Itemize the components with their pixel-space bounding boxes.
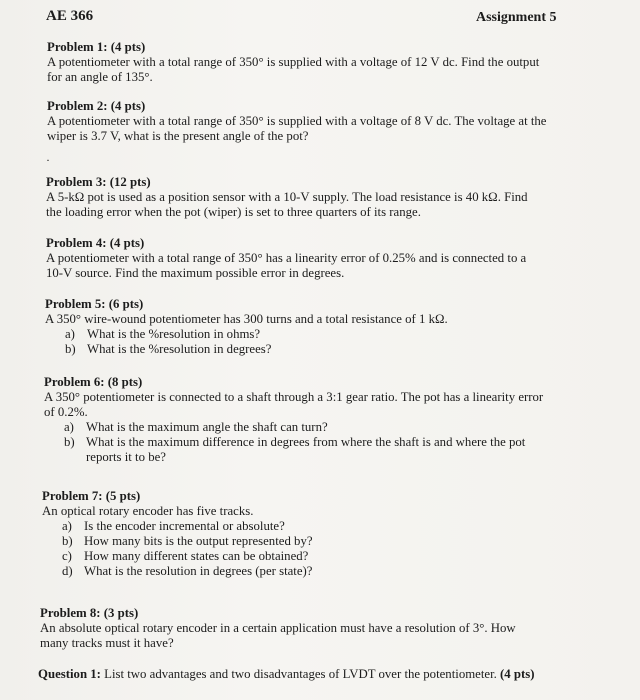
sub-question-text: What is the resolution in degrees (per state)?: [84, 564, 313, 578]
sub-question: [64, 420, 543, 435]
problem-title: Problem 1: (4 pts): [47, 40, 146, 54]
problem-text-line: A 5-kΩ pot is used as a position sensor with a 10-V supply. The load resistance is 40 kΩ. Find: [46, 190, 528, 204]
problem-text-line: of 0.2%.: [44, 405, 88, 419]
stray-mark: ·: [46, 153, 50, 167]
course-code: AE 366: [46, 8, 94, 24]
problem-title: Problem 8: (3 pts): [40, 606, 139, 620]
sub-question-label: b): [62, 534, 73, 548]
sub-question-list: [42, 519, 313, 579]
question-points: (4 pts): [500, 667, 535, 681]
problem-text-line: A 350° potentiometer is connected to a shaft through a 3:1 gear ratio. The pot has a linearity error: [44, 390, 544, 404]
sub-question-text: What is the %resolution in ohms?: [87, 327, 261, 341]
sub-question-label: d): [62, 564, 73, 578]
sub-question: [62, 549, 313, 564]
problem-text-line: A potentiometer with a total range of 350° is supplied with a voltage of 12 V dc. Find the output: [47, 55, 540, 69]
problem-text-line: 10-V source. Find the maximum possible error in degrees.: [46, 266, 345, 280]
sub-question: [62, 519, 313, 534]
sub-question: [62, 564, 313, 579]
sub-question-list: [45, 327, 448, 357]
sub-question: [65, 342, 448, 357]
problem-text-line: for an angle of 135°.: [47, 70, 153, 84]
sub-question-label: a): [65, 327, 75, 341]
problem-title: Problem 6: (8 pts): [44, 375, 143, 389]
problem-text-line: A potentiometer with a total range of 350° is supplied with a voltage of 8 V dc. The voltage at the: [47, 114, 547, 128]
question-1: [38, 667, 535, 682]
problem-text-line: A potentiometer with a total range of 350° has a linearity error of 0.25% and is connected to a: [46, 251, 527, 265]
problem-text-line: An absolute optical rotary encoder in a certain application must have a resolution of 3°. How: [40, 621, 516, 635]
problem-1: [47, 40, 539, 85]
problem-5: [45, 297, 448, 357]
sub-question-text: How many bits is the output represented by?: [84, 534, 313, 548]
problem-text-line: the loading error when the pot (wiper) is set to three quarters of its range.: [46, 205, 421, 219]
problem-6: [44, 375, 543, 465]
sub-question-label: a): [64, 420, 74, 434]
sub-question-text: What is the maximum difference in degrees from where the shaft is and where the pot: [86, 435, 526, 449]
problem-8: [40, 606, 516, 651]
sub-question: [64, 435, 543, 465]
problem-title: Problem 4: (4 pts): [46, 236, 145, 250]
problem-7: [42, 489, 313, 579]
problem-title: Problem 3: (12 pts): [46, 175, 151, 189]
sub-question-text: What is the maximum angle the shaft can turn?: [86, 420, 328, 434]
problem-text-line: many tracks must it have?: [40, 636, 174, 650]
problem-2: [47, 99, 546, 144]
problem-text-line: A 350° wire-wound potentiometer has 300 turns and a total resistance of 1 kΩ.: [45, 312, 448, 326]
sub-question: [62, 534, 313, 549]
question-title: Question 1:: [38, 667, 101, 681]
problem-title: Problem 7: (5 pts): [42, 489, 141, 503]
sub-question: [65, 327, 448, 342]
sub-question-text: Is the encoder incremental or absolute?: [84, 519, 285, 533]
sub-question-label: b): [65, 342, 76, 356]
assignment-title: Assignment 5: [476, 10, 557, 25]
problem-title: Problem 2: (4 pts): [47, 99, 146, 113]
question-text: List two advantages and two disadvantages of LVDT over the potentiometer.: [100, 667, 501, 681]
problem-4: [46, 236, 526, 281]
sub-question-text: How many different states can be obtained?: [84, 549, 309, 563]
sub-question-label: a): [62, 519, 72, 533]
problem-title: Problem 5: (6 pts): [45, 297, 144, 311]
sub-question-label: c): [62, 549, 72, 563]
sub-question-text: What is the %resolution in degrees?: [87, 342, 272, 356]
sub-question-text-continued: reports it to be?: [86, 450, 166, 464]
problem-text-line: wiper is 3.7 V, what is the present angle of the pot?: [47, 129, 309, 143]
problem-3: [46, 175, 528, 220]
problem-text-line: An optical rotary encoder has five tracks.: [42, 504, 254, 518]
sub-question-list: [44, 420, 543, 465]
sub-question-label: b): [64, 435, 75, 449]
